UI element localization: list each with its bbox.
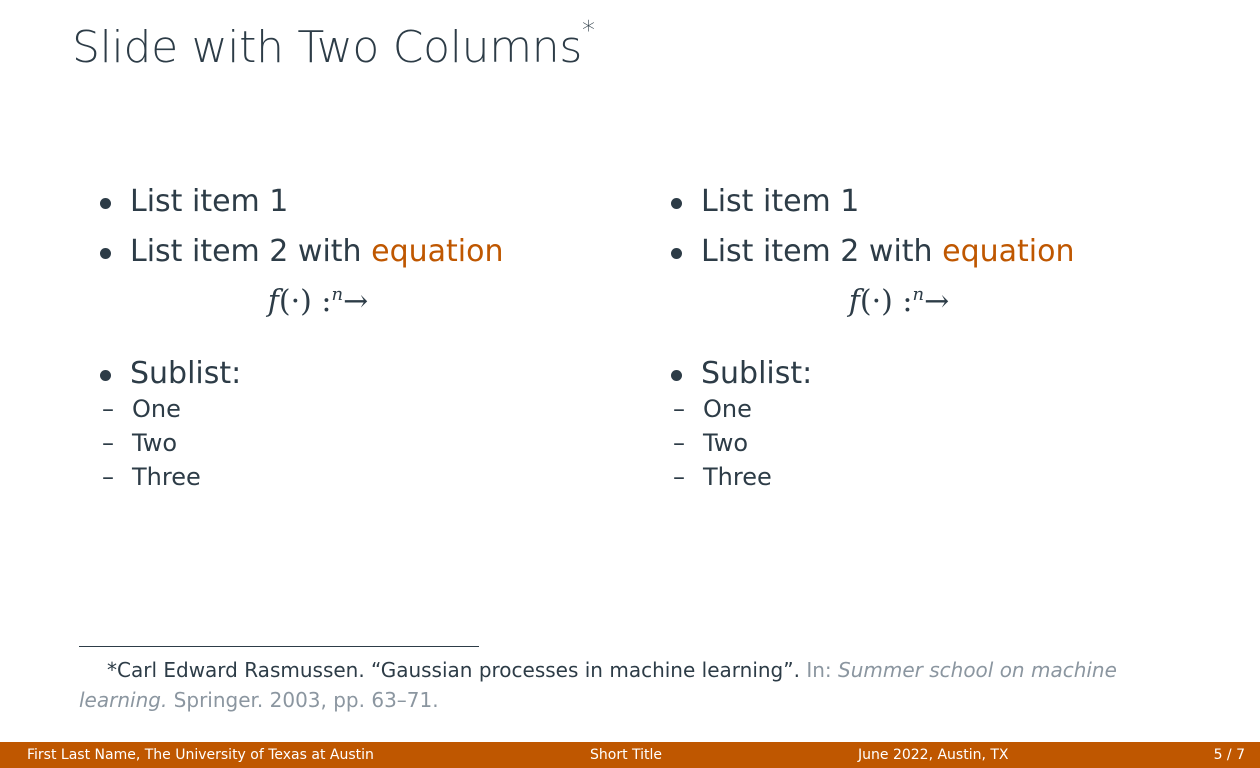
footnote-mark: * [107,658,117,682]
footnote-venue: Summer school on machine learning. [79,658,1117,712]
sublist-item: – One [98,392,618,426]
footnote-marker: * [582,16,595,46]
footnote-in-label: In: [806,658,832,682]
bullet-icon [671,370,682,381]
dash-icon: – [102,463,114,491]
dash-icon: – [673,463,685,491]
equation: f(·) :$^n$→ [848,284,950,319]
footer-short-title: Short Title [590,747,663,763]
list-item: List item 2 with equation [669,234,1189,270]
list-item: Sublist: [669,356,1189,392]
dash-icon: – [673,429,685,457]
bullet-icon [100,248,111,259]
bullet-icon [671,248,682,259]
dash-icon: – [102,395,114,423]
right-column [669,184,1189,494]
list-item: List item 1 [98,184,618,220]
footnote-authors-title: Carl Edward Rasmussen. “Gaussian processes in machine learning”. [117,658,800,682]
highlighted-word: equation [942,234,1075,269]
footer-date-place: June 2022, Austin, TX [858,747,1009,763]
equation: f(·) :$^n$→ [267,284,369,319]
footnote [79,655,1119,715]
footer-author: First Last Name, The University of Texas at Austin [27,747,374,763]
footnote-details: Springer. 2003, pp. 63–71. [173,688,439,712]
slide-title-text: Slide with Two Columns [72,22,583,73]
bullet-icon [100,370,111,381]
footnote-divider [79,646,479,647]
sublist [669,392,1189,494]
bullet-icon [671,198,682,209]
slide-title [72,16,595,73]
dash-icon: – [673,395,685,423]
dash-icon: – [102,429,114,457]
list-item: Sublist: [98,356,618,392]
bullet-icon [100,198,111,209]
list-item: List item 2 with equation [98,234,618,270]
sublist-item: – One [669,392,1189,426]
footer-page-number: 5 / 7 [1213,747,1245,763]
footer-bar [0,742,1260,768]
sublist-item: – Three [669,460,1189,494]
left-column [98,184,618,494]
sublist-item: – Two [98,426,618,460]
sublist-item: – Three [98,460,618,494]
sublist [98,392,618,494]
highlighted-word: equation [371,234,504,269]
sublist-item: – Two [669,426,1189,460]
list-item: List item 1 [669,184,1189,220]
